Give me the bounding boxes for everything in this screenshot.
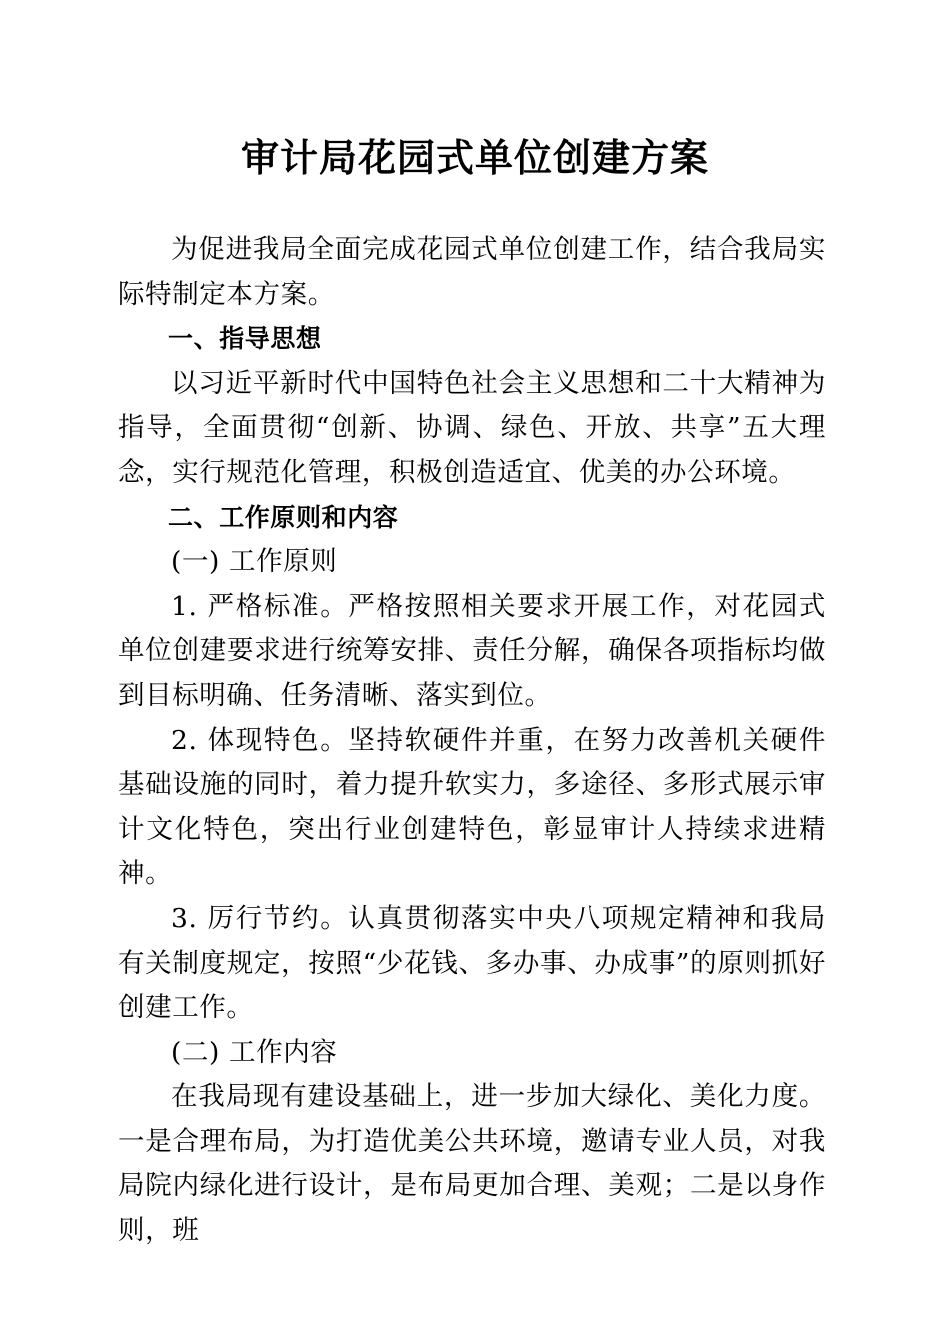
intro-paragraph: 为促进我局全面完成花园式单位创建工作，结合我局实际特制定本方案。 bbox=[118, 234, 826, 310]
document-title: 审计局花园式单位创建方案 bbox=[240, 135, 709, 180]
subheading-work-principles: (一) 工作原则 bbox=[171, 546, 338, 578]
subheading-work-content: (二) 工作内容 bbox=[171, 1036, 338, 1068]
work-content-paragraph: 在我局现有建设基础上，进一步加大绿化、美化力度。一是合理布局，为打造优美公共环境，邀请专业人员，对我局院内绿化进行设计，是布局更加合理、美观；二是以身作则，班 bbox=[118, 1081, 826, 1247]
section-heading-guiding-ideology: 一、指导思想 bbox=[168, 324, 322, 354]
section-heading-principles-content: 二、工作原则和内容 bbox=[168, 502, 399, 532]
document-body bbox=[118, 228, 826, 1254]
principle-3-paragraph: 3. 厉行节约。认真贯彻落实中央八项规定精神和我局有关制度规定，按照“少花钱、多办事、办成事”的原则抓好创建工作。 bbox=[118, 902, 826, 1024]
guiding-ideology-paragraph: 以习近平新时代中国特色社会主义思想和二十大精神为指导，全面贯彻“创新、协调、绿色、开放、共享”五大理念，实行规范化管理，积极创造适宜、优美的办公环境。 bbox=[118, 367, 826, 488]
principle-2-paragraph: 2. 体现特色。坚持软硬件并重，在努力改善机关硬件基础设施的同时，着力提升软实力，多途径、多形式展示审计文化特色，突出行业创建特色，彰显审计人持续求进精神。 bbox=[118, 724, 826, 890]
principle-1-paragraph: 1. 严格标准。严格按照相关要求开展工作，对花园式单位创建要求进行统筹安排、责任分解，确保各项指标均做到目标明确、任务清晰、落实到位。 bbox=[118, 590, 826, 711]
